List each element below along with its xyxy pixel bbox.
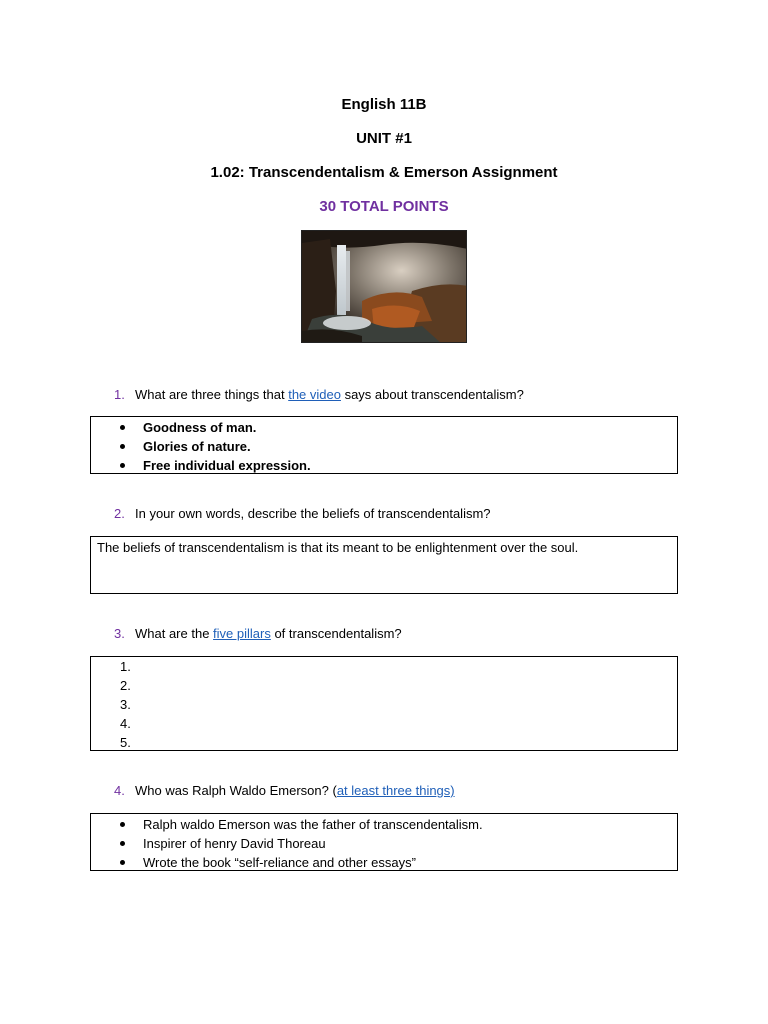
list-item: 1.: [120, 659, 131, 674]
list-item: Free individual expression.: [91, 456, 677, 475]
list-item: 4.: [120, 716, 131, 731]
question-2-text: In your own words, describe the beliefs of transcendentalism?: [135, 506, 491, 521]
question-3-text-end: of transcendentalism?: [270, 626, 402, 641]
question-3: [114, 626, 402, 641]
answer-box-3[interactable]: [90, 656, 678, 751]
list-item: Wrote the book “self-reliance and other essays”: [91, 853, 677, 872]
question-4-text: Who was Ralph Waldo Emerson? (: [135, 783, 337, 798]
question-1-number: 1.: [114, 387, 125, 402]
list-item: Inspirer of henry David Thoreau: [91, 834, 677, 853]
question-2: [114, 506, 491, 521]
course-title: English 11B: [341, 96, 427, 113]
at-least-three-things-link[interactable]: at least three things): [336, 783, 455, 798]
answer-box-1[interactable]: [90, 416, 678, 474]
assignment-title: 1.02: Transcendentalism & Emerson Assignment: [210, 164, 558, 181]
answer-box-2[interactable]: [90, 536, 678, 594]
total-points: 30 TOTAL POINTS: [319, 198, 449, 215]
list-item: Glories of nature.: [91, 437, 677, 456]
question-2-number: 2.: [114, 506, 125, 521]
waterfall-painting-image: [301, 230, 467, 343]
list-item: Ralph waldo Emerson was the father of transcendentalism.: [91, 815, 677, 834]
list-item: 2.: [120, 678, 131, 693]
question-3-text: What are the: [135, 626, 214, 641]
answer-box-4[interactable]: [90, 813, 678, 871]
question-4: [114, 783, 455, 798]
unit-title: UNIT #1: [356, 130, 412, 147]
question-1-text-end: says about transcendentalism?: [340, 387, 524, 402]
question-1-text: What are three things that: [135, 387, 289, 402]
question-4-number: 4.: [114, 783, 125, 798]
the-video-link[interactable]: the video: [288, 387, 341, 402]
five-pillars-link[interactable]: five pillars: [213, 626, 271, 641]
question-3-number: 3.: [114, 626, 125, 641]
question-1: [114, 387, 524, 402]
list-item: 3.: [120, 697, 131, 712]
list-item: Goodness of man.: [91, 418, 677, 437]
waterfall-painting-icon: [302, 231, 467, 343]
answer-2-text: The beliefs of transcendentalism is that its meant to be enlightenment over the soul.: [97, 540, 579, 555]
list-item: 5.: [120, 735, 131, 750]
